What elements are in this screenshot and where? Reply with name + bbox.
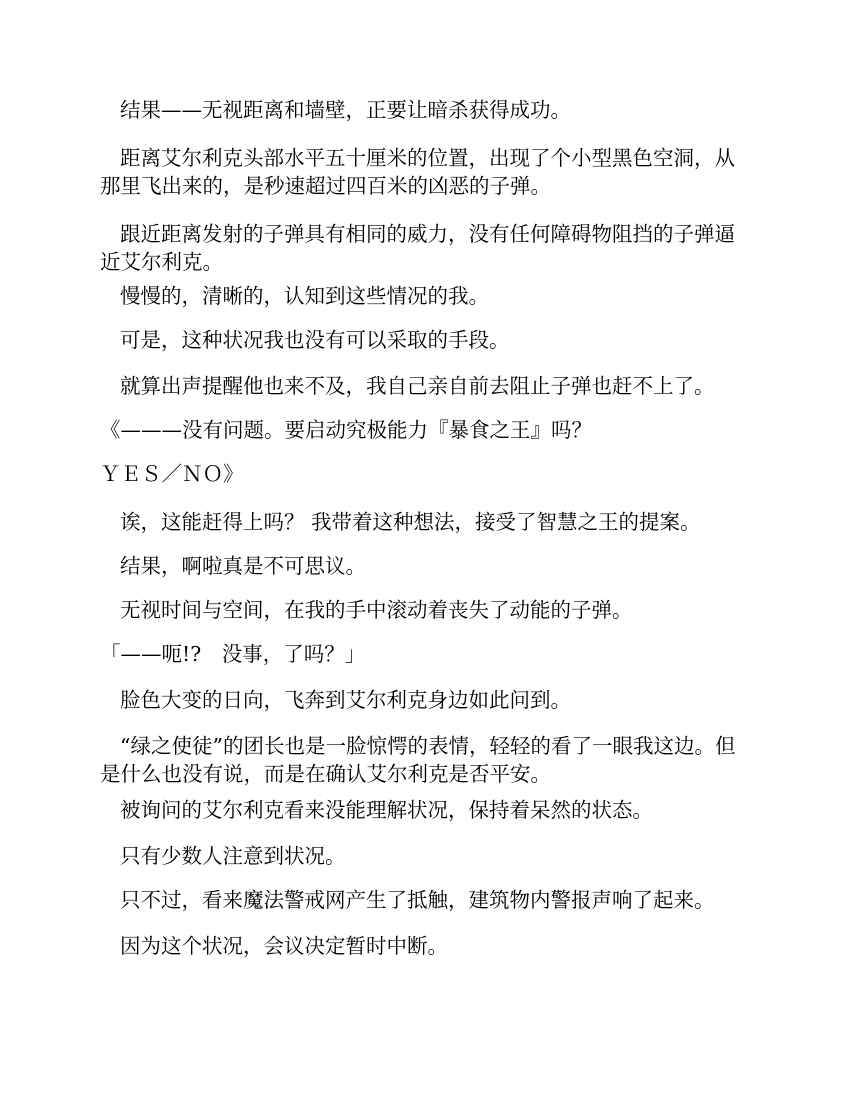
- paragraph-line: 只有少数人注意到状况。: [120, 844, 346, 868]
- paragraph-9: [0, 508, 850, 536]
- paragraph-5: [0, 326, 850, 354]
- paragraph-line: 可是，这种状况我也没有可以采取的手段。: [120, 328, 510, 352]
- paragraph-line: 因为这个状况，会议决定暂时中断。: [120, 934, 448, 958]
- paragraph-16: [0, 842, 850, 870]
- paragraph-line: 脸色大变的日向，飞奔到艾尔利克身边如此问到。: [120, 688, 571, 712]
- paragraph-15: [0, 796, 850, 824]
- paragraph-line: 慢慢的，清晰的，认知到这些情况的我。: [120, 284, 489, 308]
- paragraph-line: 结果——无视距离和墙壁，正要让暗杀获得成功。: [120, 98, 571, 122]
- paragraph-17: [0, 886, 850, 914]
- paragraph-3: [0, 220, 850, 276]
- paragraph-8: [0, 460, 850, 488]
- paragraph-line: 「——呃!? 没事，了吗？」: [100, 642, 366, 666]
- paragraph-14: [0, 732, 850, 788]
- paragraph-18: [0, 932, 850, 960]
- paragraph-11: [0, 596, 850, 624]
- paragraph-4: [0, 282, 850, 310]
- paragraph-line: 只不过，看来魔法警戒网产生了抵触，建筑物内警报声响了起来。: [120, 888, 715, 912]
- paragraph-2: [0, 144, 850, 200]
- paragraph-1: [0, 96, 850, 124]
- paragraph-line: 就算出声提醒他也来不及，我自己亲自前去阻止子弹也赶不上了。: [120, 374, 715, 398]
- paragraph-10: [0, 552, 850, 580]
- paragraph-line: 距离艾尔利克头部水平五十厘米的位置，出现了个小型黑色空洞，从: [120, 146, 735, 170]
- paragraph-7: [0, 416, 850, 444]
- paragraph-line: 是什么也没有说，而是在确认艾尔利克是否平安。: [100, 762, 551, 786]
- paragraph-line: “绿之使徒”的团长也是一脸惊愕的表情，轻轻的看了一眼我这边。但: [120, 734, 736, 758]
- paragraph-line: 那里飞出来的，是秒速超过四百米的凶恶的子弹。: [100, 174, 551, 198]
- paragraph-line: 近艾尔利克。: [100, 250, 223, 274]
- paragraph-13: [0, 686, 850, 714]
- paragraph-line: 《———没有问题。要启动究极能力『暴食之王』吗？: [100, 418, 592, 442]
- paragraph-line: 跟近距离发射的子弹具有相同的威力，没有任何障碍物阻挡的子弹逼: [120, 222, 735, 246]
- paragraph-line: 结果，啊啦真是不可思议。: [120, 554, 366, 578]
- paragraph-12: [0, 640, 850, 668]
- paragraph-line: ＹＥＳ／ＮＯ》: [100, 462, 244, 486]
- paragraph-6: [0, 372, 850, 400]
- paragraph-line: 被询问的艾尔利克看来没能理解状况，保持着呆然的状态。: [120, 798, 653, 822]
- paragraph-line: 无视时间与空间，在我的手中滚动着丧失了动能的子弹。: [120, 598, 633, 622]
- paragraph-line: 诶，这能赶得上吗？ 我带着这种想法，接受了智慧之王的提案。: [120, 510, 701, 534]
